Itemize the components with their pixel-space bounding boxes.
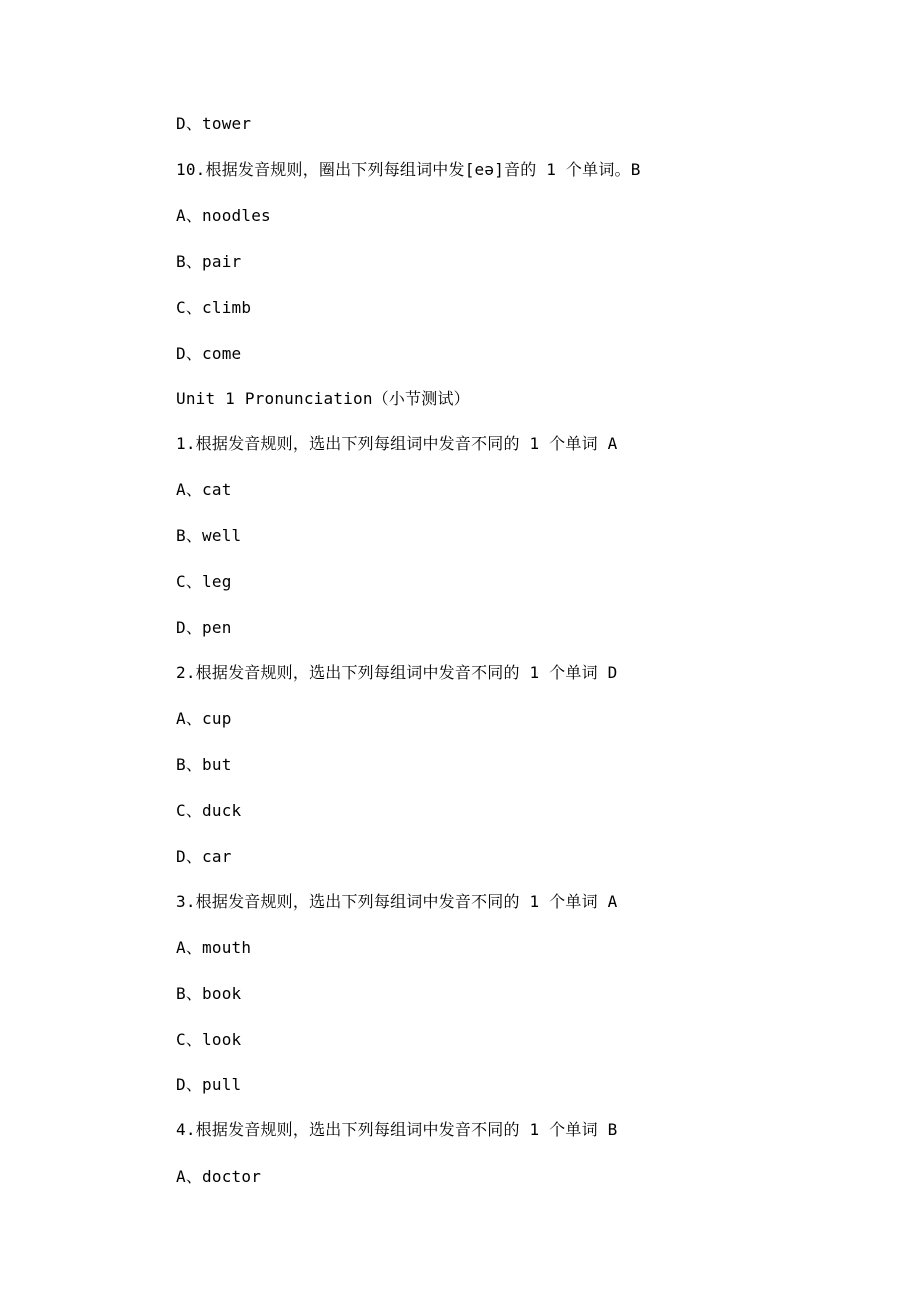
option-a-cup: A、cup (176, 709, 232, 728)
option-b-book: B、book (176, 984, 242, 1003)
question-4: 4.根据发音规则，选出下列每组词中发音不同的 1 个单词 B (176, 1120, 618, 1139)
option-c-duck: C、duck (176, 801, 242, 820)
option-a-cat: A、cat (176, 480, 232, 499)
question-1: 1.根据发音规则，选出下列每组词中发音不同的 1 个单词 A (176, 434, 618, 453)
question-10: 10.根据发音规则，圈出下列每组词中发[eə]音的 1 个单词。B (176, 160, 641, 179)
question-2: 2.根据发音规则，选出下列每组词中发音不同的 1 个单词 D (176, 663, 618, 682)
option-b-pair: B、pair (176, 252, 242, 271)
section-heading: Unit 1 Pronunciation（小节测试） (176, 389, 470, 408)
option-d-tower: D、tower (176, 114, 252, 133)
option-c-climb: C、climb (176, 298, 252, 317)
option-d-pen: D、pen (176, 618, 232, 637)
option-b-but: B、but (176, 755, 232, 774)
question-3: 3.根据发音规则，选出下列每组词中发音不同的 1 个单词 A (176, 892, 618, 911)
option-d-car: D、car (176, 847, 232, 866)
option-c-leg: C、leg (176, 572, 232, 591)
option-a-noodles: A、noodles (176, 206, 271, 225)
option-d-come: D、come (176, 344, 242, 363)
option-c-look: C、look (176, 1030, 242, 1049)
option-a-doctor: A、doctor (176, 1167, 262, 1186)
option-d-pull: D、pull (176, 1075, 242, 1094)
option-a-mouth: A、mouth (176, 938, 252, 957)
option-b-well: B、well (176, 526, 242, 545)
